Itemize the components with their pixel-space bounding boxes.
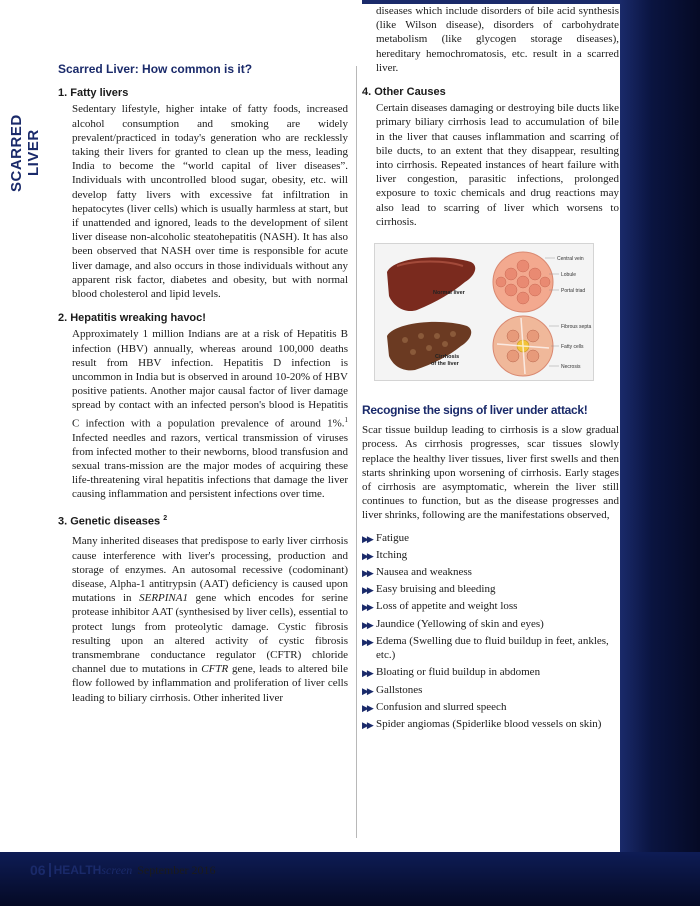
bullet-icon: ▶▶ xyxy=(362,668,372,679)
right-dark-band xyxy=(620,0,700,906)
side-section-title: SCARRED LIVER xyxy=(8,114,42,192)
bullet-icon: ▶▶ xyxy=(362,719,372,730)
liver-illustration xyxy=(374,243,594,381)
gene-cftr: CFTR xyxy=(201,663,229,676)
bullet-icon: ▶▶ xyxy=(362,550,372,561)
column-divider xyxy=(356,66,357,838)
list-item xyxy=(362,700,619,714)
hepatitis-text xyxy=(58,327,348,501)
symptom-text: Easy bruising and bleeding xyxy=(376,583,496,596)
continued-text: diseases which include disorders of bile acid synthesis (like Wilson disease), disorders of carbohydrate metabolism (like glycogen storage diseases), hereditary hemochromatosis, etc. result in a scarred liver. xyxy=(376,5,619,74)
symptoms-list xyxy=(362,531,619,731)
footer-divider xyxy=(49,863,51,877)
section-heading: Scarred Liver: How common is it? xyxy=(58,62,253,76)
bullet-icon: ▶▶ xyxy=(362,568,372,579)
genetic-title xyxy=(58,512,348,529)
other-causes-text: Certain diseases damaging or destroying bile ducts like primary biliary cirrhosis lead to accumulation of bile in the liver that causes inflammation and scarring of bile ducts, to an extent that they disappear, resulting into cirrhosis. Repeated instances of heart failure with liver congestion, parasitic infections, prolonged exposure to toxic chemicals and drug reactions may also lead to scarring of liver which worsens to cirrhosis. xyxy=(376,102,619,228)
symptom-text: Itching xyxy=(376,548,408,561)
hepatitis-title: 2. Hepatitis wreaking havoc! xyxy=(58,312,206,325)
symptom-text: Confusion and slurred speech xyxy=(376,700,507,713)
list-item xyxy=(362,717,619,731)
list-item xyxy=(362,582,619,596)
symptom-text: Fatigue xyxy=(376,531,409,544)
genetic-text-c: gene, leads to altered bile flow followed by inflammation and proliferation of liver cells leading to biliary cirrhosis. Other inherited liver xyxy=(72,663,348,704)
genetic-title-text: 3. Genetic diseases xyxy=(58,515,161,528)
genetic-text xyxy=(58,534,348,704)
footnote-ref-1: 1 xyxy=(344,415,348,424)
left-column xyxy=(58,62,348,705)
symptom-text: Jaundice (Yellowing of skin and eyes) xyxy=(376,617,544,630)
symptom-text: Gallstones xyxy=(376,683,423,696)
symptom-text: Loss of appetite and weight loss xyxy=(376,600,518,613)
bullet-icon: ▶▶ xyxy=(362,636,372,647)
list-item xyxy=(362,565,619,579)
fatty-cells-label: Fatty cells xyxy=(561,344,584,351)
list-item xyxy=(362,617,619,631)
signs-heading: Recognise the signs of liver under attack! xyxy=(362,403,588,418)
bullet-icon: ▶▶ xyxy=(362,619,372,630)
liver-diagram-svg xyxy=(375,244,593,380)
bullet-icon: ▶▶ xyxy=(362,602,372,613)
bullet-icon: ▶▶ xyxy=(362,702,372,713)
symptom-text: Bloating or fluid buildup in abdomen xyxy=(376,666,541,679)
bottom-dark-band xyxy=(0,852,700,906)
list-item xyxy=(362,599,619,613)
page-footer xyxy=(30,862,216,878)
other-causes-title: 4. Other Causes xyxy=(362,86,446,99)
central-vein-label: Central vein xyxy=(557,256,584,263)
list-item xyxy=(362,531,619,545)
signs-text: Scar tissue buildup leading to cirrhosis is a slow gradual process. As cirrhosis progresses, scar tissues slowly replace the healthy liver tissues, liver first swells and then starts shrinking upon worsening of cirrhosis. Early stages of cirrhosis are asymptomatic, wherein the liver still continues to function, but as the disease progresses and liver shrinks, following are the manifestations observed, xyxy=(362,424,619,522)
fatty-livers-text: Sedentary lifestyle, higher intake of fatty foods, increased alcohol consumption and smoking are widely prevalent/practiced in today's generation who are recklessly taking their livers for granted to clean up the mess, leading India to become the “world capital of liver diseases”. Individuals with uncontrolled blood sugar, obesity, etc. will develop fatty livers with excessive fat infiltration in hepatocytes (liver cells) which is usually harmless at start, but if unattended and ignored, leads to the development of silent liver disease non-alcoholic steatohepatitis (NASH). It has also been observed that NASH over time is responsible for acute liver damage, and also occurs in those individuals without any apparent risk factor, diabetes and obesity, but with normal blood cholesterol and lipid levels. xyxy=(72,103,348,301)
list-item xyxy=(362,548,619,562)
fatty-livers-title: 1. Fatty livers xyxy=(58,87,129,100)
symptom-text: Spider angiomas (Spiderlike blood vessels on skin) xyxy=(376,717,602,730)
list-item xyxy=(362,665,619,679)
symptom-text: Nausea and weakness xyxy=(376,566,472,579)
right-column xyxy=(362,4,619,734)
genetic-text-b: gene which encodes for serine protease inhibitor AAT (synthesised by liver cells), essential to protect lungs from proteolytic damage. Cystic fibrosis resulting upon an altered activity of cystic fibrosis transmembrane conductance regulator (CFTR) chloride channel due to mutations in xyxy=(72,592,348,676)
list-item xyxy=(362,634,619,662)
hepatitis-text-b: Infected needles and razors, vertical transmission of viruses from infected mother to their newborns, blood transfusion and sexual trans-mission are the major modes of acquiring these life-threatening viral hepatitis infections that damage the liver causing inflammation and persistent infections over time. xyxy=(72,431,348,501)
portal-triad-label: Portal triad xyxy=(561,288,586,295)
normal-liver-label: Normal liver xyxy=(433,290,465,297)
page-number: 06 xyxy=(30,862,46,878)
list-item xyxy=(362,683,619,697)
brand-name-italic: screen xyxy=(101,862,133,877)
symptom-text: Edema (Swelling due to fluid buildup in feet, ankles, etc.) xyxy=(376,634,609,662)
footnote-ref-2: 2 xyxy=(163,514,168,522)
hepatitis-text-a: Approximately 1 million Indians are at a risk of Hepatitis B infection (HBV) annually, whereas around 100,000 deaths result from HBV infection. Hepatitis D infection is uncommon in India but is observed in around 10-20% of HBV positive patients. Another major causal factor of liver damage spread by contact with an infected person's blood is Hepatitis C infection with a population prevalence of around 1%. xyxy=(72,328,348,430)
bullet-icon: ▶▶ xyxy=(362,685,372,696)
bullet-icon: ▶▶ xyxy=(362,585,372,596)
cirrhosis-label-2: of the liver xyxy=(431,361,459,368)
necrosis-label: Necrosis xyxy=(561,364,581,371)
issue-date: September 2016 xyxy=(137,862,216,877)
fibrous-septa-label: Fibrous septa xyxy=(561,324,592,331)
cirrhosis-label-1: Cirrhosis xyxy=(435,354,460,361)
brand-name-bold: HEALTH xyxy=(53,863,102,877)
gene-serpina1: SERPINA1 xyxy=(139,592,188,605)
bullet-icon: ▶▶ xyxy=(362,533,372,544)
genetic-text-a: Many inherited diseases that predispose to early liver cirrhosis cause interference with liver's processing, production and storage of enzymes. An autosomal recessive (codominant) disease, Alpha-1 antitrypsin (AAT) deficiency is caused upon mutations in xyxy=(72,535,348,605)
lobule-label: Lobule xyxy=(561,272,577,279)
